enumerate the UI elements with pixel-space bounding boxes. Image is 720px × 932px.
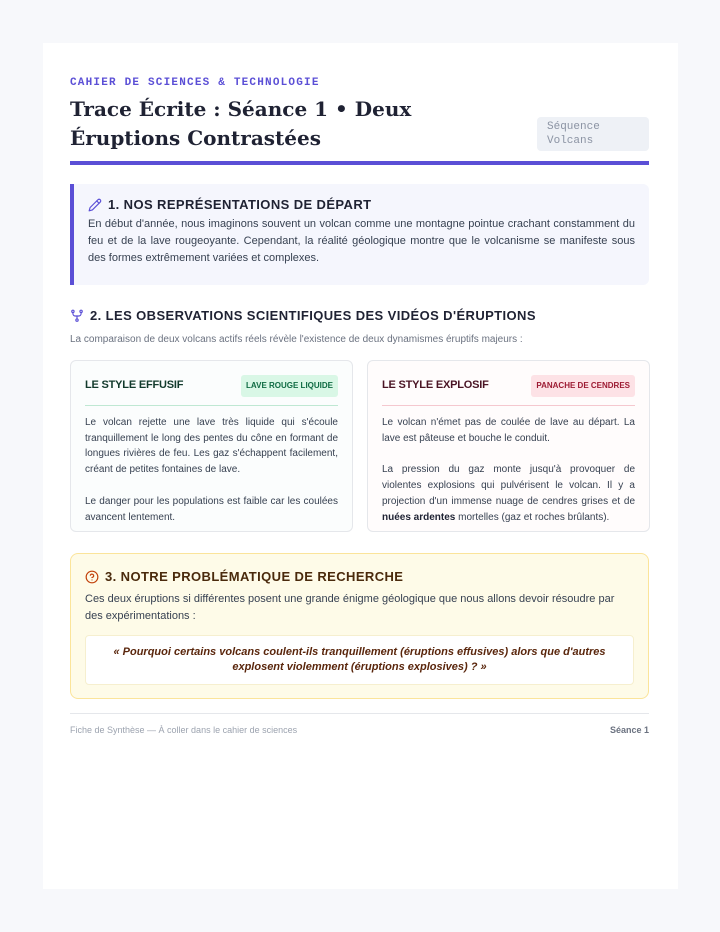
- section-3-heading-row: [85, 569, 634, 584]
- sequence-badge: [537, 117, 649, 151]
- explosive-card-title: LE STYLE EXPLOSIF: [382, 379, 489, 391]
- badge-line-2: Volcans: [547, 135, 594, 147]
- footer-session: Séance 1: [609, 725, 649, 735]
- title-divider: [70, 161, 649, 165]
- research-question-quote: « Pourquoi certains volcans coulent-ils tranquillement (éruptions effusives) alors que d'autres explosent violemment (éruptions explosives) ? »: [85, 635, 634, 685]
- footer-note: Fiche de Synthèse — À coller dans le cahier de sciences: [70, 725, 298, 735]
- page-title: Trace Écrite : Séance 1 • Deux Éruptions Contrastées: [70, 97, 412, 150]
- explosive-tag: PANACHE DE CENDRES: [531, 375, 635, 397]
- kicker-label: CAHIER DE SCIENCES & TECHNOLOGIE: [70, 77, 320, 89]
- explosive-text-1: Le volcan n'émet pas de coulée de lave au départ. La lave est pâteuse et bouche le conduit.: [382, 416, 635, 444]
- section-research-question: [70, 553, 649, 699]
- section-1-heading-row: [88, 197, 635, 212]
- section-3-text: Ces deux éruptions si différentes posent une grande énigme géologique que nous allons devoir résoudre par des expérimentations :: [85, 593, 615, 622]
- explosive-text-2-start: La pression du gaz monte jusqu'à provoquer de violentes explosions qui pulvérisent le volcan. Il y a projection d'un immense nuage de cendres grises et de: [382, 464, 635, 507]
- pencil-icon: [88, 198, 102, 212]
- effusive-tag: LAVE ROUGE LIQUIDE: [241, 375, 338, 397]
- explosive-card-header: [382, 375, 635, 406]
- section-2-heading: 2. LES OBSERVATIONS SCIENTIFIQUES DES VIDÉOS D'ÉRUPTIONS: [90, 308, 536, 323]
- effusive-card-header: [85, 375, 338, 406]
- worksheet-page: [43, 43, 678, 889]
- badge-line-1: Séquence: [547, 121, 600, 133]
- section-1-text: En début d'année, nous imaginons souvent un volcan comme une montagne pointue crachant constamment du feu et de la lave rougeoyante. Cependant, la réalité géologique montre que le volcanisme se manifeste sous des formes extrêmement variées et complexes.: [88, 218, 635, 264]
- footer-divider: [70, 713, 649, 714]
- section-1-heading: 1. NOS REPRÉSENTATIONS DE DÉPART: [108, 197, 372, 212]
- effusive-text-2: Le danger pour les populations est faible car les coulées avancent lentement.: [85, 495, 338, 523]
- section-3-heading: 3. NOTRE PROBLÉMATIQUE DE RECHERCHE: [105, 569, 404, 584]
- section-2-intro: La comparaison de deux volcans actifs réels révèle l'existence de deux dynamismes éruptifs majeurs :: [70, 334, 523, 345]
- effusive-style-card: [70, 360, 353, 532]
- section-2-heading-row: [70, 308, 536, 323]
- explosive-text-2: [382, 462, 635, 525]
- explosive-style-card: [367, 360, 650, 532]
- effusive-text-1: Le volcan rejette une lave très liquide qui s'écoule tranquillement le long des pentes du cône en formant de longues rivières de feu. Les gaz s'échappent facilement, créant de petites fontaines de lave.: [85, 416, 338, 476]
- explosive-text-2-end: mortelles (gaz et roches brûlants).: [455, 511, 610, 523]
- explosive-text-2-bold: nuées ardentes: [382, 511, 456, 523]
- section-starting-ideas: [70, 184, 649, 285]
- question-circle-icon: [85, 570, 99, 584]
- effusive-card-title: LE STYLE EFFUSIF: [85, 379, 184, 391]
- fork-icon: [70, 309, 84, 323]
